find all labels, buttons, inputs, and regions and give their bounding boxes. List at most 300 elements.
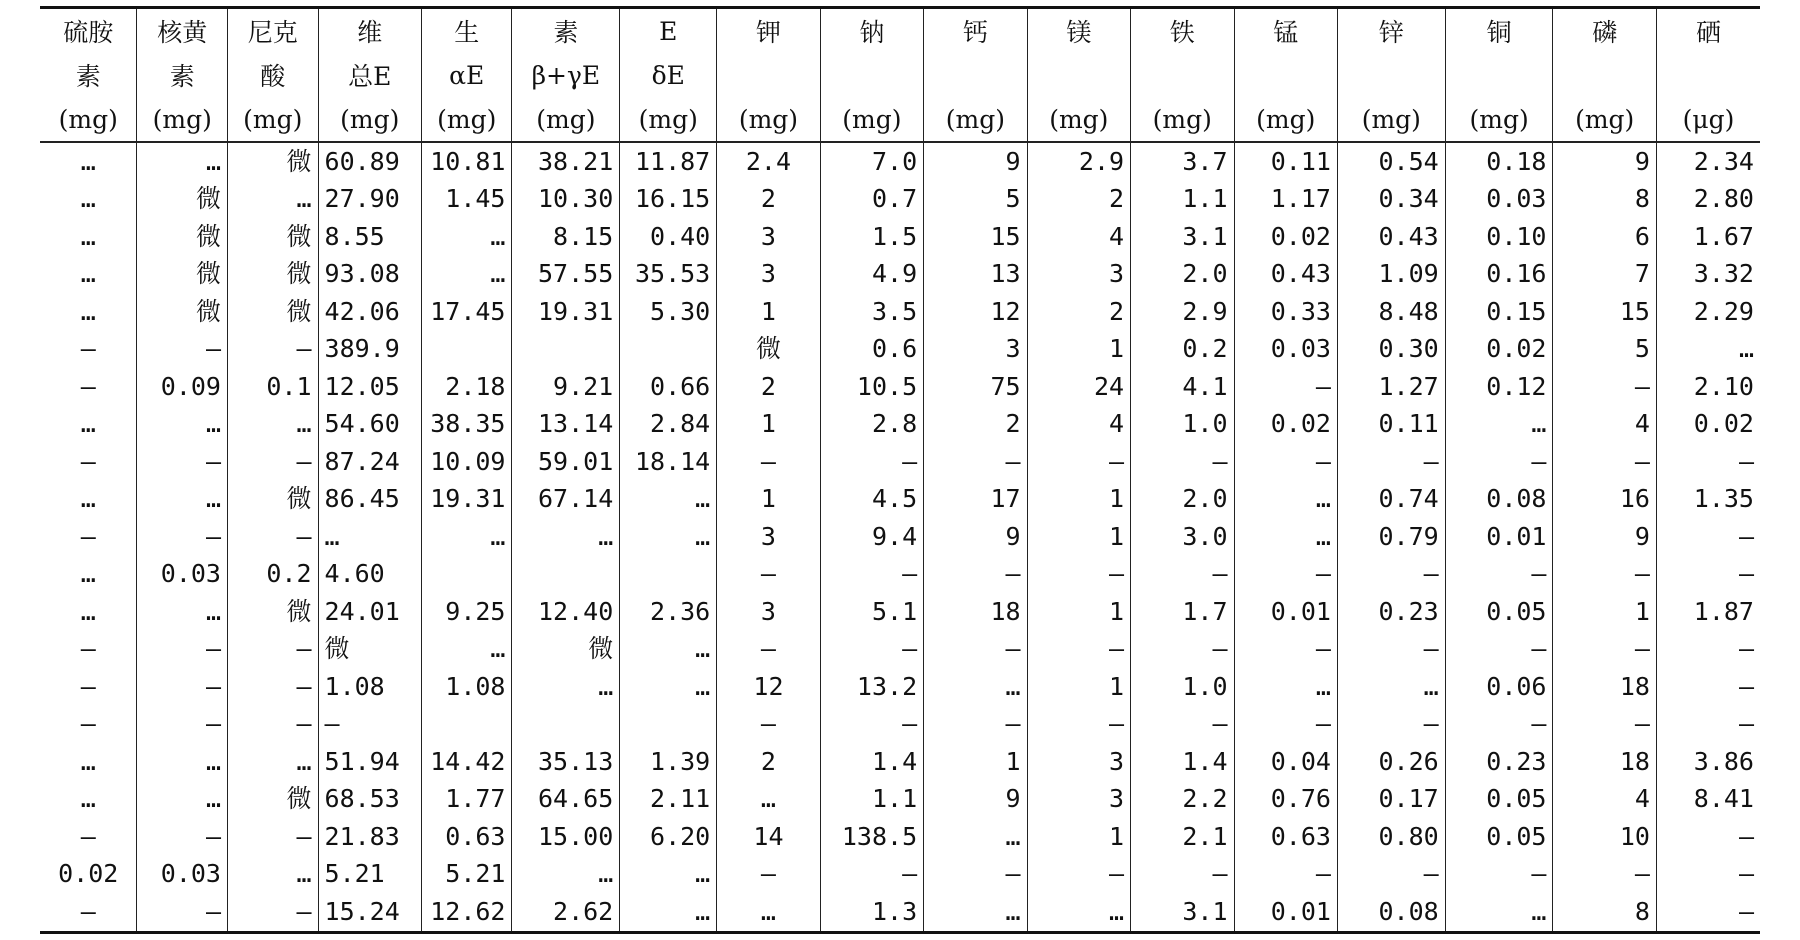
table-row [40, 142, 1760, 181]
table-cell: 5 [1553, 331, 1656, 369]
table-cell: — [137, 706, 228, 744]
table-cell: 微 [137, 181, 228, 219]
table-cell: — [1445, 631, 1553, 669]
table-cell [421, 556, 512, 594]
table-cell: … [512, 856, 620, 894]
table-cell: 0.01 [1234, 893, 1337, 932]
table-cell: … [80, 409, 96, 439]
table-cell: 15 [924, 218, 1027, 256]
table-cell: — [137, 518, 228, 556]
header-name-14: 铜 [1445, 8, 1553, 54]
table-cell: 9 [924, 781, 1027, 819]
table-cell: 0.08 [1337, 893, 1445, 932]
table-cell: — [228, 893, 319, 932]
table-cell: — [228, 631, 319, 669]
table-cell: — [1445, 706, 1553, 744]
header-unit-2: (mg) [228, 97, 319, 142]
table-cell: 0.16 [1445, 256, 1553, 294]
table-cell: — [924, 556, 1027, 594]
header-subname-10 [1027, 53, 1130, 97]
table-cell: … [80, 259, 96, 289]
table-cell: 0.01 [1445, 518, 1553, 556]
header-name-11: 铁 [1131, 8, 1234, 54]
table-cell: … [1445, 893, 1553, 932]
header-subname-15 [1553, 53, 1656, 97]
header-name-8: 钠 [820, 8, 923, 54]
table-cell: — [820, 631, 923, 669]
table-cell: 0.2 [1131, 331, 1234, 369]
header-unit-5: (mg) [512, 97, 620, 142]
table-cell: 4.9 [820, 256, 923, 294]
table-cell: 2 [717, 368, 820, 406]
table-cell: 10 [1553, 818, 1656, 856]
table-cell: 17 [924, 481, 1027, 519]
header-unit-9: (mg) [924, 97, 1027, 142]
header-subname-5: β+γE [512, 53, 620, 97]
table-cell: — [1656, 818, 1760, 856]
table-cell: 0.02 [1445, 331, 1553, 369]
table-row [40, 781, 1760, 819]
table-cell: 微 [228, 142, 319, 181]
table-cell: — [1656, 556, 1760, 594]
table-cell: 微 [228, 218, 319, 256]
table-cell: — [1337, 706, 1445, 744]
header-subname-3: 总E [318, 53, 421, 97]
table-cell: 1.17 [1234, 181, 1337, 219]
header-subname-2: 酸 [228, 53, 319, 97]
table-cell: 67.14 [512, 481, 620, 519]
table-cell: … [137, 743, 228, 781]
header-name-7: 钾 [717, 8, 820, 54]
table-cell: 1.3 [820, 893, 923, 932]
table-row [40, 406, 1760, 444]
header-name-12: 锰 [1234, 8, 1337, 54]
table-cell: … [228, 406, 319, 444]
table-row [40, 293, 1760, 331]
table-cell: … [137, 142, 228, 181]
header-unit-12: (mg) [1234, 97, 1337, 142]
table-cell: 15.00 [512, 818, 620, 856]
header-subname-14 [1445, 53, 1553, 97]
table-cell: 微 [318, 631, 421, 669]
table-cell: 38.21 [512, 142, 620, 181]
table-cell: 7.0 [820, 142, 923, 181]
table-cell: — [1027, 706, 1130, 744]
table-cell: 4 [1553, 781, 1656, 819]
table-cell: 59.01 [512, 443, 620, 481]
table-cell: 1 [1553, 593, 1656, 631]
table-cell: 2.10 [1656, 368, 1760, 406]
table-cell: 1.4 [1131, 743, 1234, 781]
table-row [40, 743, 1760, 781]
table-cell: 2.9 [1027, 142, 1130, 181]
table-cell: 1.09 [1337, 256, 1445, 294]
table-cell: — [80, 821, 96, 851]
table-cell: 2.1 [1131, 818, 1234, 856]
table-cell: — [1131, 631, 1234, 669]
table-cell: 2.80 [1656, 181, 1760, 219]
table-cell: 0.74 [1337, 481, 1445, 519]
table-cell: … [228, 856, 319, 894]
table-cell: 0.02 [1234, 218, 1337, 256]
table-cell: 3 [1027, 743, 1130, 781]
table-cell: 2 [717, 743, 820, 781]
table-cell: 0.30 [1337, 331, 1445, 369]
table-cell: 12.62 [421, 893, 512, 932]
table-cell: 0.02 [58, 859, 119, 889]
table-cell: 1.77 [421, 781, 512, 819]
table-row [40, 181, 1760, 219]
table-cell: — [924, 706, 1027, 744]
table-cell: 0.09 [137, 368, 228, 406]
table-cell [512, 331, 620, 369]
table-cell: 3 [717, 518, 820, 556]
table-cell: 18.14 [620, 443, 717, 481]
table-cell: … [80, 184, 96, 214]
table-cell: 42.06 [318, 293, 421, 331]
table-cell: 1 [717, 481, 820, 519]
table-cell: … [924, 893, 1027, 932]
header-unit-0: (mg) [40, 97, 137, 142]
table-cell: — [80, 709, 96, 739]
table-row [40, 331, 1760, 369]
table-cell: — [1027, 443, 1130, 481]
table-cell: 1.08 [421, 668, 512, 706]
table-cell: 15 [1553, 293, 1656, 331]
header-name-4: 生 [421, 8, 512, 54]
table-cell: — [1553, 856, 1656, 894]
table-cell: … [1656, 331, 1760, 369]
table-cell: — [228, 818, 319, 856]
table-cell: 1.45 [421, 181, 512, 219]
table-cell: — [820, 443, 923, 481]
table-cell: 0.43 [1337, 218, 1445, 256]
table-cell: 0.43 [1234, 256, 1337, 294]
table-cell: 13.2 [820, 668, 923, 706]
table-cell: 11.87 [620, 142, 717, 181]
table-cell: — [1553, 368, 1656, 406]
table-cell: 13.14 [512, 406, 620, 444]
table-cell: … [421, 218, 512, 256]
table-cell: 5.21 [318, 856, 421, 894]
table-cell: — [924, 856, 1027, 894]
table-cell: 1 [1027, 481, 1130, 519]
table-cell: 0.17 [1337, 781, 1445, 819]
table-cell: 0.03 [137, 556, 228, 594]
table-cell: 0.79 [1337, 518, 1445, 556]
table-cell: — [137, 818, 228, 856]
table-cell: — [1656, 893, 1760, 932]
table-row [40, 256, 1760, 294]
table-cell: 2.11 [620, 781, 717, 819]
table-cell: — [1337, 856, 1445, 894]
header-subname-9 [924, 53, 1027, 97]
table-cell: 4 [1027, 218, 1130, 256]
table-cell: 0.40 [620, 218, 717, 256]
table-cell: 27.90 [318, 181, 421, 219]
table-cell: 1.5 [820, 218, 923, 256]
table-cell: 9.25 [421, 593, 512, 631]
table-cell [620, 556, 717, 594]
table-cell: — [820, 556, 923, 594]
table-cell: 微 [228, 593, 319, 631]
table-cell: 1.08 [318, 668, 421, 706]
table-cell: — [80, 634, 96, 664]
header-name-3: 维 [318, 8, 421, 54]
table-cell: — [137, 331, 228, 369]
table-cell: 0.2 [228, 556, 319, 594]
header-unit-10: (mg) [1027, 97, 1130, 142]
table-cell: 3.5 [820, 293, 923, 331]
table-cell: 0.15 [1445, 293, 1553, 331]
table-cell: 8.48 [1337, 293, 1445, 331]
table-cell: … [620, 856, 717, 894]
table-cell: … [421, 518, 512, 556]
table-cell: … [80, 221, 96, 251]
table-cell: — [1553, 556, 1656, 594]
table-cell: 1.35 [1656, 481, 1760, 519]
table-cell: … [80, 746, 96, 776]
header-subname-6: δE [620, 53, 717, 97]
table-cell: — [1234, 706, 1337, 744]
table-cell: — [1234, 631, 1337, 669]
table-cell: 2.36 [620, 593, 717, 631]
header-subname-12 [1234, 53, 1337, 97]
table-cell: 0.02 [1656, 406, 1760, 444]
table-cell: 1.27 [1337, 368, 1445, 406]
table-cell: … [1027, 893, 1130, 932]
table-cell: 86.45 [318, 481, 421, 519]
table-cell: 9 [924, 518, 1027, 556]
table-row [40, 218, 1760, 256]
table-cell: — [318, 706, 421, 744]
table-cell: 0.05 [1445, 593, 1553, 631]
table-cell: 2 [924, 406, 1027, 444]
table-row [40, 518, 1760, 556]
table-cell: — [1337, 443, 1445, 481]
table-cell: 19.31 [512, 293, 620, 331]
table-cell: 4.1 [1131, 368, 1234, 406]
table-cell: … [80, 559, 96, 589]
table-cell: 16 [1553, 481, 1656, 519]
header-name-15: 磷 [1553, 8, 1656, 54]
table-cell: 0.11 [1234, 142, 1337, 181]
table-cell: 8.55 [318, 218, 421, 256]
table-cell: — [820, 856, 923, 894]
header-unit-15: (mg) [1553, 97, 1656, 142]
table-cell: … [228, 181, 319, 219]
table-row [40, 631, 1760, 669]
header-unit-8: (mg) [820, 97, 923, 142]
table-cell: — [1553, 443, 1656, 481]
table-cell: 微 [137, 218, 228, 256]
table-cell: 87.24 [318, 443, 421, 481]
table-cell [421, 706, 512, 744]
table-row [40, 856, 1760, 894]
table-cell: 4.5 [820, 481, 923, 519]
table-cell: — [80, 446, 96, 476]
header-subname-13 [1337, 53, 1445, 97]
table-cell: — [717, 706, 820, 744]
header-unit-7: (mg) [717, 97, 820, 142]
table-cell: 0.06 [1445, 668, 1553, 706]
table-cell: … [924, 818, 1027, 856]
table-cell: — [1656, 856, 1760, 894]
table-cell: … [228, 743, 319, 781]
table-cell: 51.94 [318, 743, 421, 781]
table-cell: — [1445, 556, 1553, 594]
table-cell: 8.15 [512, 218, 620, 256]
table-cell: 0.63 [421, 818, 512, 856]
table-cell: 2 [1027, 293, 1130, 331]
table-cell: 1 [1027, 331, 1130, 369]
table-cell: 3.7 [1131, 142, 1234, 181]
table-cell: — [1131, 706, 1234, 744]
header-name-6: E [620, 8, 717, 54]
table-cell: 0.03 [1234, 331, 1337, 369]
table-cell [620, 331, 717, 369]
table-cell: 389.9 [318, 331, 421, 369]
table-cell: 24.01 [318, 593, 421, 631]
table-cell: 1.7 [1131, 593, 1234, 631]
table-cell: — [228, 668, 319, 706]
table-cell: 0.33 [1234, 293, 1337, 331]
table-cell: 12.05 [318, 368, 421, 406]
header-name-5: 素 [512, 8, 620, 54]
table-cell: 1 [1027, 818, 1130, 856]
table-cell: 2.0 [1131, 256, 1234, 294]
table-cell: 54.60 [318, 406, 421, 444]
table-cell: 35.13 [512, 743, 620, 781]
table-cell: — [717, 556, 820, 594]
table-cell: … [80, 146, 96, 176]
header-subname-1: 素 [137, 53, 228, 97]
table-cell: 19.31 [421, 481, 512, 519]
table-cell: 微 [228, 256, 319, 294]
table-cell: 1.0 [1131, 406, 1234, 444]
table-cell: 3 [1027, 256, 1130, 294]
table-cell: 6 [1553, 218, 1656, 256]
table-cell: … [80, 784, 96, 814]
table-cell: 0.12 [1445, 368, 1553, 406]
header-unit-1: (mg) [137, 97, 228, 142]
table-cell: 0.26 [1337, 743, 1445, 781]
table-cell: 10.09 [421, 443, 512, 481]
table-cell: — [1027, 556, 1130, 594]
table-cell: 微 [228, 293, 319, 331]
table-cell: 6.20 [620, 818, 717, 856]
table-cell: 0.54 [1337, 142, 1445, 181]
table-cell: 18 [924, 593, 1027, 631]
table-cell: 0.10 [1445, 218, 1553, 256]
table-cell: 10.30 [512, 181, 620, 219]
table-cell: 2.34 [1656, 142, 1760, 181]
table-cell: 微 [228, 781, 319, 819]
table-cell: 14.42 [421, 743, 512, 781]
table-cell: 60.89 [318, 142, 421, 181]
header-unit-14: (mg) [1445, 97, 1553, 142]
table-cell [512, 556, 620, 594]
table-cell: 68.53 [318, 781, 421, 819]
table-cell: 7 [1553, 256, 1656, 294]
table-cell: 10.81 [421, 142, 512, 181]
table-cell: — [1656, 668, 1760, 706]
table-cell: — [228, 331, 319, 369]
table-cell: 0.04 [1234, 743, 1337, 781]
header-name-16: 硒 [1656, 8, 1760, 54]
table-cell: 3 [717, 218, 820, 256]
table-cell: … [717, 893, 820, 932]
table-cell: — [228, 706, 319, 744]
table-row [40, 593, 1760, 631]
table-cell: 微 [717, 331, 820, 369]
table-row [40, 368, 1760, 406]
header-name-13: 锌 [1337, 8, 1445, 54]
nutrient-table-page [40, 6, 1760, 934]
table-cell: … [80, 596, 96, 626]
table-cell: 3 [717, 593, 820, 631]
table-cell [620, 706, 717, 744]
table-cell: 0.18 [1445, 142, 1553, 181]
table-cell: 0.63 [1234, 818, 1337, 856]
table-cell: 9.4 [820, 518, 923, 556]
header-unit-11: (mg) [1131, 97, 1234, 142]
table-cell: 93.08 [318, 256, 421, 294]
table-cell: 5.1 [820, 593, 923, 631]
table-cell: 2.9 [1131, 293, 1234, 331]
table-cell: — [80, 897, 96, 927]
table-row [40, 481, 1760, 519]
table-cell: 2.84 [620, 406, 717, 444]
table-cell: 3.1 [1131, 893, 1234, 932]
table-cell: 0.23 [1445, 743, 1553, 781]
table-cell: 5 [924, 181, 1027, 219]
table-cell: — [1337, 631, 1445, 669]
table-row [40, 818, 1760, 856]
table-cell: 0.01 [1234, 593, 1337, 631]
table-cell: 0.02 [1234, 406, 1337, 444]
table-cell: — [1131, 856, 1234, 894]
table-cell: 2 [1027, 181, 1130, 219]
table-cell: 1 [924, 743, 1027, 781]
table-cell: 3 [717, 256, 820, 294]
header-unit-4: (mg) [421, 97, 512, 142]
table-cell: … [512, 668, 620, 706]
header-unit-16: (μg) [1656, 97, 1760, 142]
header-name-2: 尼克 [228, 8, 319, 54]
table-cell: — [137, 893, 228, 932]
table-cell: … [620, 518, 717, 556]
table-cell: — [1656, 443, 1760, 481]
table-cell: 9.21 [512, 368, 620, 406]
table-cell: — [137, 443, 228, 481]
table-cell: 24 [1027, 368, 1130, 406]
table-cell: 0.76 [1234, 781, 1337, 819]
table-cell: — [820, 706, 923, 744]
header-row-name [40, 8, 1760, 54]
table-cell: 0.7 [820, 181, 923, 219]
table-cell: 10.5 [820, 368, 923, 406]
table-cell: 微 [137, 293, 228, 331]
table-cell: — [80, 334, 96, 364]
table-cell: — [1131, 556, 1234, 594]
table-cell: 2.18 [421, 368, 512, 406]
table-cell: 1.67 [1656, 218, 1760, 256]
table-row [40, 443, 1760, 481]
table-row [40, 706, 1760, 744]
table-row [40, 668, 1760, 706]
header-row-subname [40, 53, 1760, 97]
